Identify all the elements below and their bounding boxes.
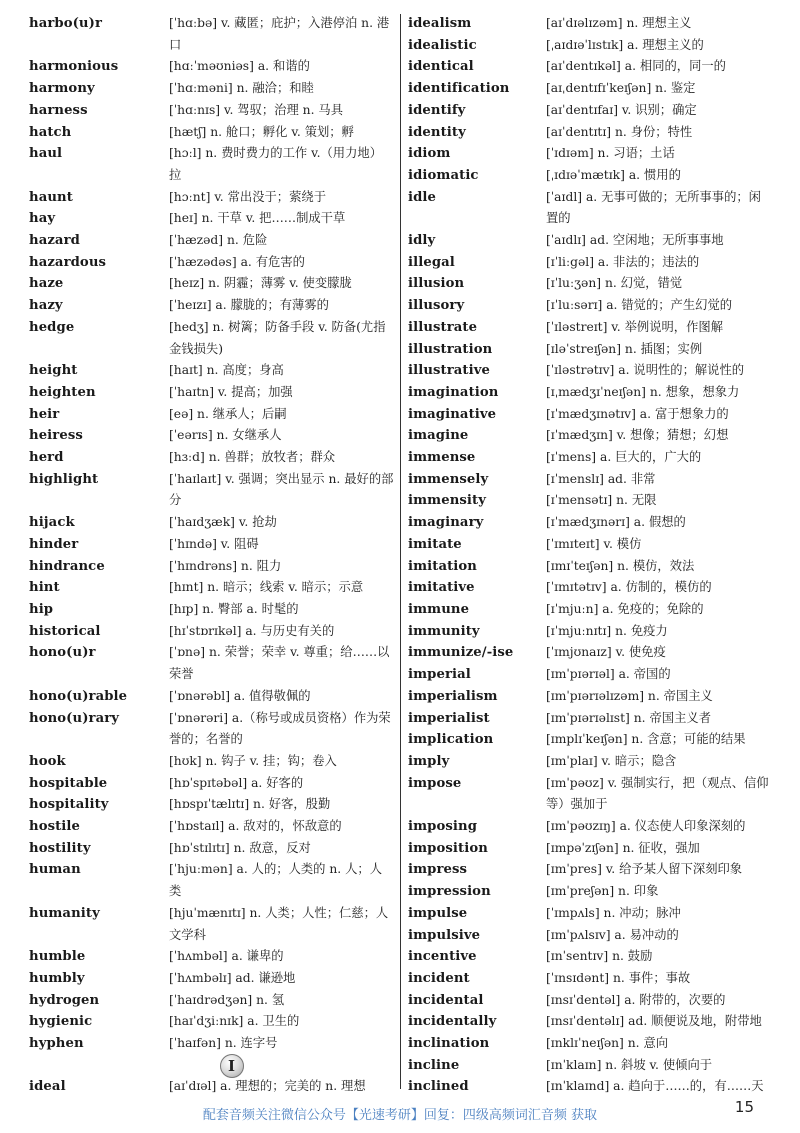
dictionary-entry [408,404,773,426]
dictionary-entry [408,903,773,925]
definition: [ˈɒnərəri] a.（称号或成员资格）作为荣誉的；名誉的 [169,710,391,747]
definition: [ɪmˈpəʊzɪŋ] a. 仪态使人印象深刻的 [546,819,746,834]
definition: [ˈhaɪlaɪt] v. 强调；突出显示 n. 最好的部分 [169,471,394,508]
definition: [ɪləˈstreɪʃən] n. 插图；实例 [546,341,703,356]
headword: haze [29,276,64,292]
headword: idealism [408,16,472,31]
definition: [hɜːd] n. 兽群；放牧者；群众 [169,450,336,465]
definition: [ˌaɪdɪəˈlɪstɪk] a. 理想主义的 [546,37,704,52]
dictionary-entry [408,187,773,230]
dictionary-entry [29,317,394,360]
dictionary-entry [29,78,394,100]
headword: imperial [408,667,471,683]
dictionary-entry [408,859,773,881]
definition: [ˈhaɪdʒæk] v. 抢劫 [169,515,277,530]
headword: incline [408,1057,460,1073]
dictionary-entry [29,946,394,968]
definition: [ɪnˈklaɪn] n. 斜坡 v. 使倾向于 [546,1057,713,1072]
definition: [ˈhaɪdrədʒən] n. 氢 [169,992,285,1007]
definition: [hjuˈmænɪtɪ] n. 人类；人性；仁慈；人文学科 [169,905,389,942]
definition: [ɪmˈplaɪ] v. 暗示；隐含 [546,753,677,768]
dictionary-entry [29,686,394,708]
definition: [ɪmˈpɪərɪəl] a. 帝国的 [546,667,671,682]
definition: [ɪnˈklaɪnd] a. 趋向于……的，有……天 [546,1079,764,1094]
dictionary-entry [408,838,773,860]
dictionary-entry [29,469,394,512]
definition: [ˈhɑːbə] v. 藏匿；庇护；入港停泊 n. 港口 [169,16,390,52]
definition: [ˈhɑːməni] n. 融洽；和睦 [169,81,314,96]
dictionary-entry [29,773,394,795]
definition: [hɒspɪˈtælɪtɪ] n. 好客，殷勤 [169,797,331,812]
dictionary-entry [408,230,773,252]
definition: [ɪmɪˈteɪʃən] n. 模仿，效法 [546,558,695,573]
headword: hedge [29,319,75,335]
dictionary-entry [408,78,773,100]
headword: hint [29,580,60,596]
definition: [aɪˈdentɪtɪ] n. 身份；特性 [546,124,693,139]
headword: illustration [408,341,493,357]
definition: [hætʃ] n. 舱口；孵化 v. 策划；孵 [169,124,354,139]
definition: [ˈaɪdlɪ] ad. 空闲地；无所事事地 [546,233,724,248]
definition: [ˈɪmɪtətɪv] a. 仿制的，模仿的 [546,580,712,595]
dictionary-entry [408,143,773,165]
headword: highlight [29,471,99,487]
definition: [hedʒ] n. 树篱；防备手段 v. 防备(尤指金钱损失) [169,319,386,356]
definition: [ˈhaɪfən] n. 连字号 [169,1036,278,1051]
definition: [haɪt] n. 高度；身高 [169,363,284,378]
headword: imagine [408,428,469,444]
dictionary-entry [408,100,773,122]
dictionary-entry [408,729,773,751]
dictionary-entry [408,382,773,404]
dictionary-entry [408,946,773,968]
definition: [ˈɒnə] n. 荣誉；荣幸 v. 尊重；给……以荣誉 [169,645,390,682]
headword: incidental [408,992,484,1008]
dictionary-entry [408,35,773,57]
dictionary-entry [29,13,394,56]
left-column [29,13,394,1098]
dictionary-entry [408,816,773,838]
headword: idle [408,189,437,205]
headword: inclined [408,1079,469,1095]
dictionary-entry [29,425,394,447]
definition: [heɪ] n. 干草 v. 把……制成干草 [169,211,346,226]
definition: [ˈɪləstreɪt] v. 举例说明，作图解 [546,319,723,334]
headword: hono(u)r [29,645,96,661]
dictionary-entry [408,534,773,556]
definition: [ˈhʌmbəlɪ] ad. 谦逊地 [169,970,296,985]
definition: [ˈɪnsɪdənt] n. 事件；事故 [546,970,691,985]
dictionary-entry [408,273,773,295]
dictionary-entry [29,187,394,209]
definition: [ˈɪmpʌls] n. 冲动；脉冲 [546,905,681,920]
headword: impulse [408,905,468,921]
dictionary-entry [29,903,394,946]
headword: herd [29,450,64,466]
definition: [ˈhɪndə] v. 阻碍 [169,536,259,551]
definition: [ɪmˈpʌlsɪv] a. 易冲动的 [546,927,679,942]
dictionary-entry [408,773,773,816]
definition: [ˈɪləstrətɪv] a. 说明性的；解说性的 [546,363,745,378]
headword: implication [408,732,494,748]
dictionary-entry [408,686,773,708]
headword: harbo(u)r [29,16,103,31]
definition: [ɪˈluːsərɪ] a. 错觉的；产生幻觉的 [546,298,733,313]
definition: [hɪp] n. 臀部 a. 时髦的 [169,601,299,616]
dictionary-entry [29,556,394,578]
headword: imply [408,753,450,769]
dictionary-entry [408,751,773,773]
headword: imperialism [408,688,498,704]
section-letter-badge [29,1055,394,1077]
definition: [ɪmˈpres] v. 给予某人留下深刻印象 [546,862,743,877]
definition: [ɪnsɪˈdentəl] a. 附带的，次要的 [546,992,726,1007]
definition: [hɔːl] n. 费时费力的工作 v.（用力地）拉 [169,146,382,182]
definition: [ˈheɪzɪ] a. 朦胧的；有薄雾的 [169,298,329,313]
definition: [ɪmpəˈzɪʃən] n. 征收，强加 [546,840,700,855]
headword: incentive [408,949,477,965]
dictionary-entry [29,794,394,816]
headword: hyphen [29,1036,84,1052]
dictionary-entry [29,621,394,643]
dictionary-entry [29,990,394,1012]
dictionary-entry [408,642,773,664]
dictionary-entry [29,273,394,295]
headword: heighten [29,384,96,400]
headword: inclination [408,1036,490,1052]
headword: imperialist [408,710,490,726]
headword: hay [29,211,56,227]
definition: [ˈhæzəd] n. 危险 [169,233,268,248]
dictionary-entry [408,925,773,947]
definition: [haɪˈdʒiːnɪk] a. 卫生的 [169,1014,300,1029]
headword: heiress [29,428,83,444]
headword: hygienic [29,1014,93,1030]
definition: [ɪmˈpɪərɪəlɪzəm] n. 帝国主义 [546,688,713,703]
dictionary-entry [29,295,394,317]
dictionary-entry [29,512,394,534]
headword: illustrative [408,363,490,379]
headword: hazardous [29,254,107,270]
definition: [aɪˈdentɪkəl] a. 相同的，同一的 [546,59,726,74]
dictionary-entry [408,425,773,447]
dictionary-entry [408,56,773,78]
definition: [ˈhɒstaɪl] a. 敌对的，怀敌意的 [169,819,342,834]
headword: impress [408,862,468,878]
definition: [hɒˈstɪlɪtɪ] n. 敌意，反对 [169,840,311,855]
definition: [ˈhʌmbəl] a. 谦卑的 [169,949,284,964]
definition: [ɪˈmjuːnɪtɪ] n. 免疫力 [546,623,668,638]
headword: immunize/-ise [408,645,514,661]
headword: idiom [408,146,451,162]
headword: immune [408,601,470,617]
dictionary-entry [408,577,773,599]
dictionary-entry [29,208,394,230]
headword: imposing [408,819,478,835]
dictionary-entry [29,708,394,751]
definition: [aɪˈdɪəlɪzəm] n. 理想主义 [546,16,692,30]
headword: impression [408,884,491,900]
definition: [ˈhaɪtn] v. 提高；加强 [169,384,293,399]
dictionary-entry [408,664,773,686]
headword: impose [408,775,462,791]
letter-i-icon: I [220,1054,244,1078]
headword: hospitality [29,797,109,813]
definition: [heɪz] n. 阴霾；薄雾 v. 使变朦胧 [169,276,352,291]
dictionary-entry [408,990,773,1012]
dictionary-entry [408,360,773,382]
headword: hijack [29,515,75,531]
definition: [ɪˈmædʒɪnətɪv] a. 富于想象力的 [546,406,729,421]
dictionary-entry [408,252,773,274]
footer-audio-note: 配套音频关注微信公众号【光速考研】回复：四级高频词汇音频 获取 [202,1108,598,1123]
headword: incident [408,970,470,986]
dictionary-entry [29,447,394,469]
dictionary-entry [29,534,394,556]
definition: [ˈaɪdl] a. 无事可做的；无所事事的；闲置的 [546,189,761,226]
headword: harmony [29,81,95,97]
dictionary-entry [408,1033,773,1055]
dictionary-entry [408,1076,773,1098]
definition: [ɪmplɪˈkeɪʃən] n. 含意；可能的结果 [546,732,746,747]
dictionary-entry [408,556,773,578]
definition: [ˈɪmjʊnaɪz] v. 使免疫 [546,645,666,660]
headword: identification [408,81,510,97]
dictionary-entry [408,165,773,187]
dictionary-entry [29,577,394,599]
definition: [ˈhɪndrəns] n. 阻力 [169,558,282,573]
dictionary-entry [408,621,773,643]
headword: imitative [408,580,475,596]
dictionary-entry [29,122,394,144]
definition: [hɒˈspɪtəbəl] a. 好客的 [169,775,304,790]
dictionary-entry [29,816,394,838]
headword: haunt [29,189,73,205]
dictionary-entry [29,230,394,252]
definition: [ɪˈmædʒɪnərɪ] a. 假想的 [546,515,686,530]
headword: hono(u)rable [29,688,128,704]
headword: imagination [408,384,499,400]
definition: [aɪˈdentɪfaɪ] v. 识别；确定 [546,102,697,117]
dictionary-entry [29,252,394,274]
column-divider [400,14,401,1089]
dictionary-entry [29,360,394,382]
headword: hinder [29,536,79,552]
definition: [hɑːˈməʊniəs] a. 和谐的 [169,59,310,74]
dictionary-entry [29,751,394,773]
headword: hono(u)rary [29,710,120,726]
definition: [eə] n. 继承人；后嗣 [169,406,287,421]
headword: identity [408,124,466,140]
dictionary-entry [29,599,394,621]
headword: hindrance [29,558,105,574]
definition: [ɪmˈpəʊz] v. 强制实行，把（观点、信仰等）强加于 [546,775,769,812]
dictionary-entry [29,1033,394,1055]
headword: harmonious [29,59,119,75]
headword: immense [408,450,476,466]
definition: [ɪˈliːgəl] a. 非法的；违法的 [546,254,700,269]
dictionary-entry [408,122,773,144]
definition: [ˈhɑːnɪs] v. 驾驭；治理 n. 马具 [169,102,344,117]
headword: hospitable [29,775,108,791]
headword: immensely [408,471,489,487]
dictionary-entry [408,295,773,317]
definition: [ˌɪdɪəˈmætɪk] a. 惯用的 [546,167,681,182]
headword: humble [29,949,86,965]
definition: [ˈɪmɪteɪt] v. 模仿 [546,536,642,551]
definition: [hɪnt] n. 暗示；线索 v. 暗示；示意 [169,580,364,595]
headword: hook [29,753,66,769]
dictionary-entry [408,881,773,903]
headword: imitation [408,558,477,574]
definition: [ˈhjuːmən] a. 人的；人类的 n. 人；人类 [169,862,383,899]
definition: [ˈɪdɪəm] n. 习语；土话 [546,146,675,161]
headword: idealistic [408,37,477,53]
dictionary-entry [408,490,773,512]
dictionary-entry [408,512,773,534]
headword: hostility [29,840,91,856]
headword: humanity [29,905,100,921]
dictionary-entry [408,317,773,339]
definition: [ɪˈmædʒɪn] v. 想像；猜想；幻想 [546,428,729,443]
headword: illusion [408,276,465,292]
headword: illustrate [408,319,478,335]
headword: historical [29,623,101,639]
dictionary-entry [408,447,773,469]
dictionary-entry [29,382,394,404]
dictionary-entry [29,56,394,78]
headword: hazy [29,298,63,314]
headword: hatch [29,124,72,140]
dictionary-entry [408,339,773,361]
definition: [ɪˈmjuːn] a. 免疫的；免除的 [546,601,704,616]
headword: hazard [29,233,80,249]
headword: height [29,363,78,379]
headword: imaginary [408,515,484,531]
definition: [ɪˈmens] a. 巨大的，广大的 [546,450,702,465]
definition: [aɪˈdɪəl] a. 理想的；完美的 n. 理想 [169,1079,366,1094]
headword: harness [29,102,88,118]
headword: identify [408,102,466,118]
dictionary-entry [29,1011,394,1033]
headword: hip [29,601,54,617]
definition: [ɪˈluːʒən] n. 幻觉，错觉 [546,276,683,291]
dictionary-entry [29,838,394,860]
definition: [ɪmˈpɪərɪəlɪst] n. 帝国主义者 [546,710,711,725]
headword: identical [408,59,474,75]
dictionary-entry [29,642,394,685]
dictionary-entry [408,968,773,990]
definition: [ˈhæzədəs] a. 有危害的 [169,254,305,269]
dictionary-entry [408,708,773,730]
definition: [hʊk] n. 钩子 v. 挂；钩；卷入 [169,753,337,768]
headword: haul [29,146,63,162]
definition: [ɪnsɪˈdentəlɪ] ad. 顺便说及地，附带地 [546,1014,762,1029]
headword: idly [408,233,436,249]
dictionary-entry [408,1055,773,1077]
headword: immensity [408,493,486,509]
definition: [ɪˌmædʒɪˈneɪʃən] n. 想象，想象力 [546,384,740,399]
headword: impulsive [408,927,481,943]
headword: immunity [408,623,480,639]
definition: [ɪˈmenslɪ] ad. 非常 [546,471,656,486]
dictionary-entry [408,13,773,35]
dictionary-entry [29,968,394,990]
definition: [hɪˈstɒrɪkəl] a. 与历史有关的 [169,623,335,638]
headword: hostile [29,819,81,835]
right-column [408,13,773,1098]
definition: [ɪmˈpreʃən] n. 印象 [546,884,659,899]
headword: imitate [408,536,462,552]
definition: [ɪˈmensətɪ] n. 无限 [546,493,657,508]
dictionary-entry [408,469,773,491]
headword: imaginative [408,406,497,422]
definition: [ˈɒnərəbl] a. 值得敬佩的 [169,688,311,703]
definition: [aɪˌdentɪfɪˈkeɪʃən] n. 鉴定 [546,81,696,96]
dictionary-entry [29,404,394,426]
headword: hydrogen [29,992,100,1008]
headword: ideal [29,1079,66,1095]
dictionary-entry [29,859,394,902]
headword: human [29,862,81,878]
definition: [ɪnˈsentɪv] n. 鼓励 [546,949,653,964]
headword: imposition [408,840,488,856]
definition: [ɪnklɪˈneɪʃən] n. 意向 [546,1036,669,1051]
dictionary-entry [29,100,394,122]
dictionary-entry [29,1076,394,1098]
headword: illusory [408,298,465,314]
definition: [hɔːnt] v. 常出没于；萦绕于 [169,189,326,204]
page-number: 15 [734,1098,754,1116]
definition: [ˈeərɪs] n. 女继承人 [169,428,282,443]
headword: idiomatic [408,167,479,183]
dictionary-entry [29,143,394,186]
headword: heir [29,406,60,422]
headword: humbly [29,970,85,986]
dictionary-entry [408,1011,773,1033]
dictionary-entry [408,599,773,621]
headword: illegal [408,254,455,270]
headword: incidentally [408,1014,497,1030]
